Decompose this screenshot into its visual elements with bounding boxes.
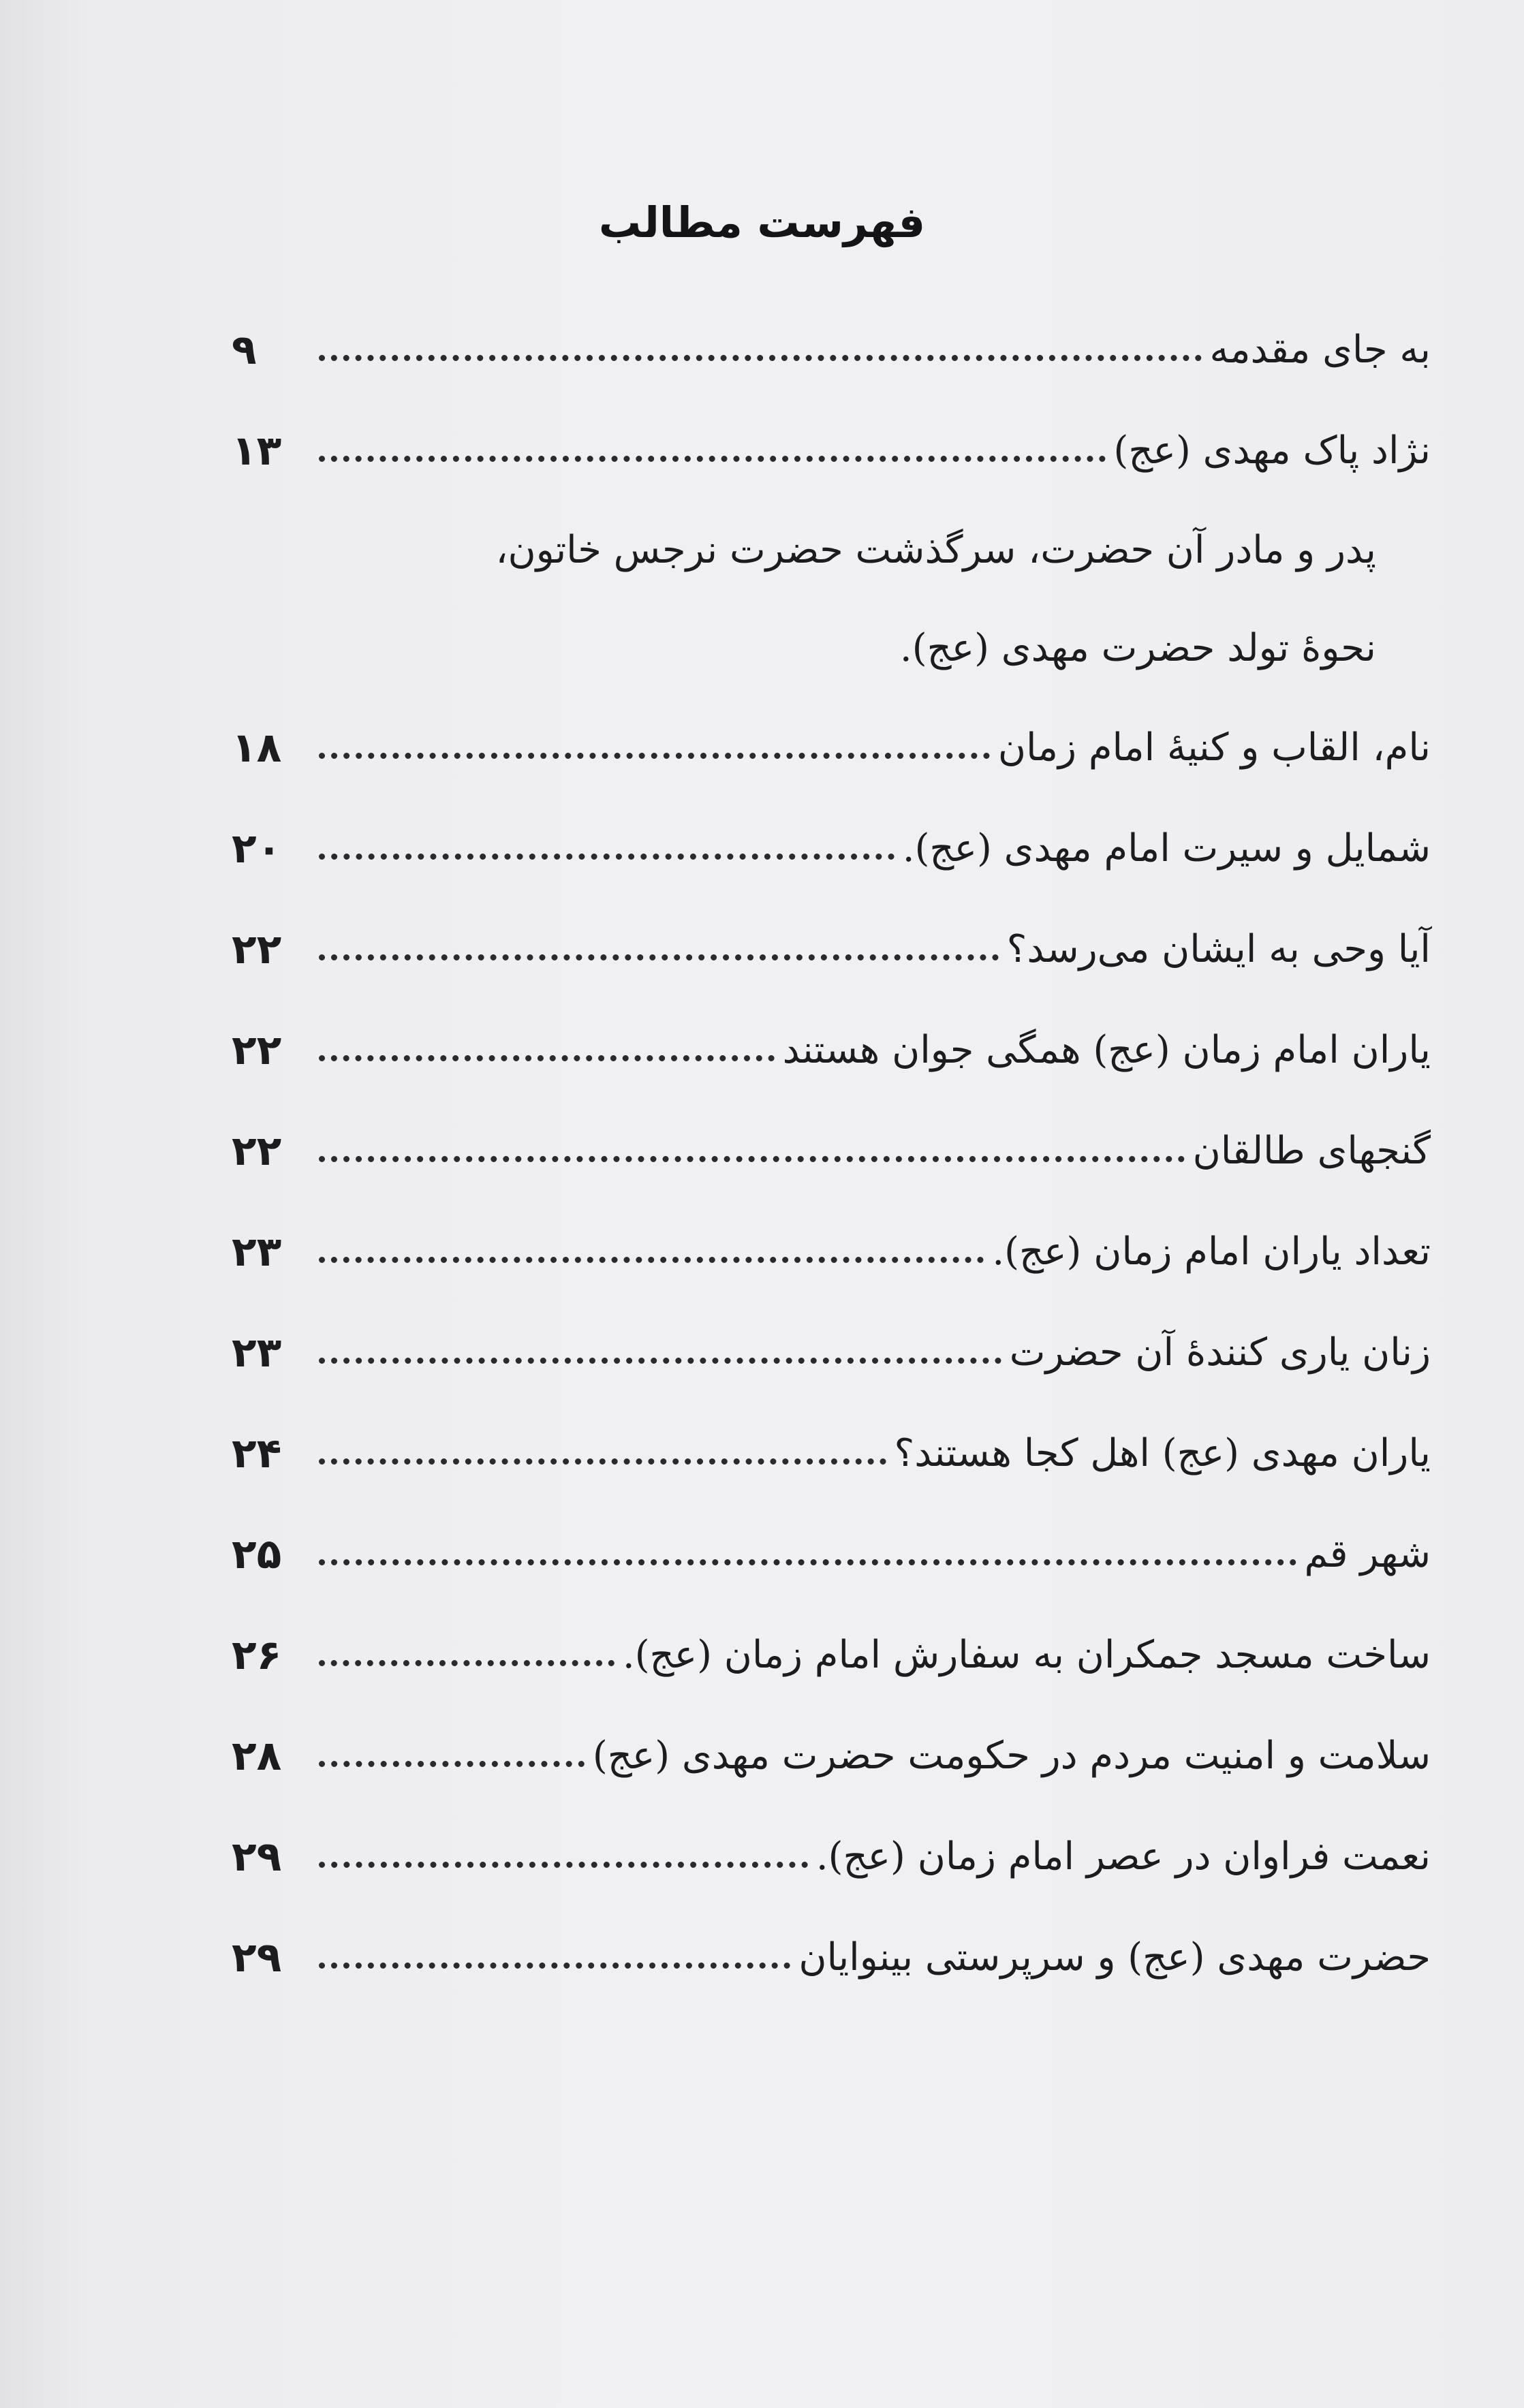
toc-entry-title: گنجهای طالقان: [1192, 1129, 1431, 1173]
toc-entry: [232, 1302, 1431, 1403]
toc-entry: [232, 698, 1431, 798]
toc-entry: [232, 1202, 1431, 1302]
toc-entry: [232, 1907, 1431, 2008]
toc-page-number: ۲۲: [232, 1027, 282, 1074]
dot-leader: [319, 753, 990, 759]
toc-entry-title: نعمت فراوان در عصر امام زمان (عج).: [815, 1834, 1431, 1879]
dot-leader: [319, 1257, 984, 1263]
dot-leader: [319, 1559, 1296, 1565]
toc-page-number: ۲۲: [232, 1127, 282, 1175]
dot-leader: [319, 1458, 886, 1465]
toc-entry: [232, 899, 1431, 1000]
toc-entry-title: شهر قم: [1304, 1532, 1431, 1576]
dot-leader: [319, 854, 895, 860]
dot-leader: [319, 456, 1106, 462]
toc-entry: [232, 1807, 1431, 1907]
toc-page-number: ۲۶: [232, 1631, 282, 1679]
dot-leader: [319, 954, 999, 960]
toc-entry-title: نام، القاب و کنیهٔ امام زمان: [997, 725, 1431, 770]
toc-entry-title: زنان یاری کنندهٔ آن حضرت: [1009, 1330, 1431, 1375]
toc-entry: [232, 300, 1431, 401]
dot-leader: [319, 1862, 808, 1868]
toc-page-number: ۲۲: [232, 926, 282, 973]
toc-entry: [232, 1101, 1431, 1202]
dot-leader: [319, 1660, 615, 1666]
dot-leader: [319, 1055, 775, 1061]
dot-leader: [319, 1156, 1185, 1162]
dot-leader: [319, 1963, 790, 1969]
toc-entry-title: نژاد پاک مهدی (عج): [1113, 428, 1431, 473]
toc-entry-title: یاران امام زمان (عج) همگی جوان هستند: [782, 1028, 1431, 1072]
toc-entry-title: نحوهٔ تولد حضرت مهدی (عج).: [899, 626, 1376, 670]
toc-entry: [232, 1605, 1431, 1706]
toc-entry-title: ساخت مسجد جمکران به سفارش امام زمان (عج).: [622, 1633, 1431, 1677]
toc-page-number: ۱۸: [232, 724, 282, 772]
toc-entry: [232, 401, 1431, 501]
toc-page-number: ۱۳: [232, 427, 282, 475]
toc-entry-title: سلامت و امنیت مردم در حکومت حضرت مهدی (عج): [592, 1734, 1431, 1778]
toc-entry: [232, 1403, 1431, 1504]
dot-leader: [319, 355, 1202, 361]
toc-entry-title: شمایل و سیرت امام مهدی (عج).: [902, 826, 1431, 871]
toc-page-number: ۲۳: [232, 1228, 282, 1276]
toc-entry: [232, 1504, 1431, 1605]
page-title: فهرست مطالب: [598, 198, 926, 247]
toc-page-number: ۲۹: [232, 1934, 282, 1982]
toc-page-number: ۲۹: [232, 1833, 282, 1881]
toc-page-number: ۲۸: [232, 1732, 282, 1780]
toc-page-number: ۲۰: [232, 825, 282, 873]
toc-entry-title: حضرت مهدی (عج) و سرپرستی بینوایان: [798, 1935, 1431, 1980]
toc-page-number: ۲۳: [232, 1329, 282, 1377]
toc-page-number: ۲۴: [232, 1430, 282, 1477]
dot-leader: [319, 1358, 1001, 1364]
toc-entry-title: یاران مهدی (عج) اهل کجا هستند؟: [894, 1431, 1431, 1475]
toc-entry-continued: [232, 599, 1431, 698]
toc-entry: [232, 1706, 1431, 1807]
table-of-contents: [232, 300, 1431, 2008]
dot-leader: [319, 1761, 585, 1767]
toc-entry-title: به جای مقدمه: [1209, 328, 1431, 372]
toc-entry: [232, 798, 1431, 899]
toc-page-number: ۲۵: [232, 1531, 282, 1578]
toc-entry-title: تعداد یاران امام زمان (عج).: [992, 1230, 1431, 1274]
toc-entry-title: آیا وحی به ایشان می‌رسد؟: [1006, 927, 1431, 971]
toc-entry-continued: [232, 501, 1431, 599]
toc-entry-title: پدر و مادر آن حضرت، سرگذشت حضرت نرجس خاتون،: [495, 528, 1376, 572]
toc-page-number: ۹: [232, 326, 257, 374]
toc-entry: [232, 1000, 1431, 1101]
